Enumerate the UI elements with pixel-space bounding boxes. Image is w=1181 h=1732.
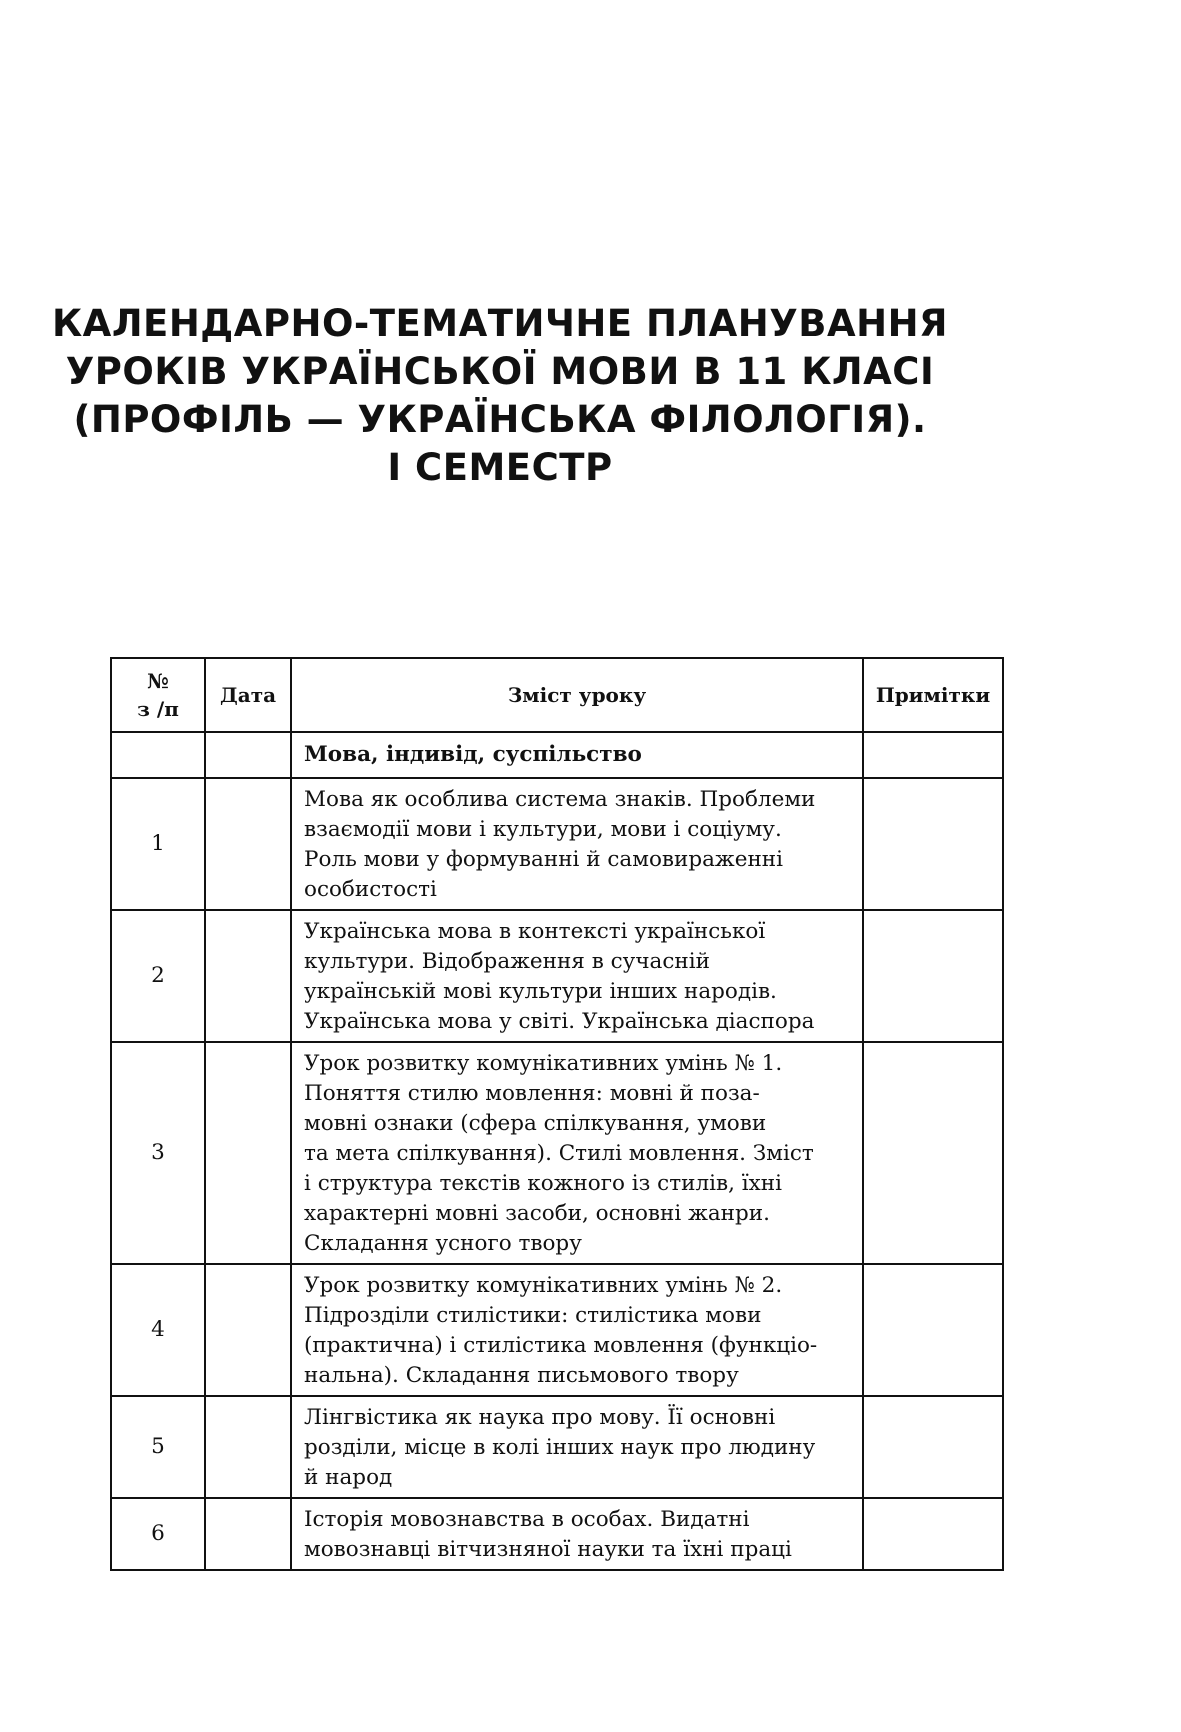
content-line: характерні мовні засоби, основні жанри.	[304, 1201, 770, 1226]
header-notes: Примітки	[863, 658, 1003, 732]
table-row	[111, 910, 1003, 1042]
lesson-content	[291, 1042, 863, 1264]
content-line: взаємодії мови і культури, мови і соціуму.	[304, 817, 782, 842]
lesson-date	[205, 1264, 291, 1396]
lesson-content	[291, 910, 863, 1042]
lesson-date	[205, 1396, 291, 1498]
lesson-content	[291, 1498, 863, 1570]
lesson-content	[291, 1396, 863, 1498]
section-row	[111, 732, 1003, 778]
table-row	[111, 1042, 1003, 1264]
content-line: Українська мова в контексті української	[304, 919, 766, 944]
table-row	[111, 1264, 1003, 1396]
lesson-number: 5	[111, 1396, 205, 1498]
content-line: Підрозділи стилістики: стилістика мови	[304, 1303, 762, 1328]
lesson-notes	[863, 1396, 1003, 1498]
content-line: і структура текстів кожного із стилів, їхні	[304, 1171, 782, 1196]
content-line: Урок розвитку комунікативних умінь № 2.	[304, 1273, 783, 1298]
lesson-notes	[863, 1042, 1003, 1264]
lesson-notes	[863, 1264, 1003, 1396]
content-line: Історія мовознавства в особах. Видатні	[304, 1507, 750, 1532]
content-line: Лінгвістика як наука про мову. Її основні	[304, 1405, 776, 1430]
content-line: Українська мова у світі. Українська діаспора	[304, 1009, 815, 1034]
content-line: Поняття стилю мовлення: мовні й поза-	[304, 1081, 760, 1106]
content-line: Мова як особлива система знаків. Проблеми	[304, 787, 816, 812]
content-line: українській мові культури інших народів.	[304, 979, 777, 1004]
title-line: І СЕМЕСТР	[387, 446, 613, 489]
content-line: мовознавці вітчизняної науки та їхні праці	[304, 1537, 792, 1562]
header-number-symbol: №	[147, 669, 169, 693]
title-line: УРОКІВ УКРАЇНСЬКОЇ МОВИ В 11 КЛАСІ	[65, 350, 935, 393]
table-row	[111, 1396, 1003, 1498]
content-line: нальна). Складання письмового твору	[304, 1363, 739, 1388]
lesson-number: 4	[111, 1264, 205, 1396]
title-line: (ПРОФІЛЬ — УКРАЇНСЬКА ФІЛОЛОГІЯ).	[73, 398, 927, 441]
lesson-notes	[863, 778, 1003, 910]
content-line: (практична) і стилістика мовлення (функціо-	[304, 1333, 818, 1358]
section-date-cell	[205, 732, 291, 778]
lesson-number: 6	[111, 1498, 205, 1570]
page-title	[0, 300, 1000, 492]
lesson-date	[205, 1042, 291, 1264]
content-line: Урок розвитку комунікативних умінь № 1.	[304, 1051, 783, 1076]
section-title: Мова, індивід, суспільство	[291, 732, 863, 778]
content-line: культури. Відображення в сучасній	[304, 949, 710, 974]
content-line: Складання усного твору	[304, 1231, 582, 1256]
header-date: Дата	[205, 658, 291, 732]
content-line: розділи, місце в колі інших наук про людину	[304, 1435, 816, 1460]
lesson-number: 1	[111, 778, 205, 910]
lesson-date	[205, 910, 291, 1042]
lesson-number: 3	[111, 1042, 205, 1264]
content-line: й народ	[304, 1465, 393, 1490]
lesson-notes	[863, 910, 1003, 1042]
content-line: Роль мови у формуванні й самовираженні	[304, 847, 783, 872]
content-line: та мета спілкування). Стилі мовлення. Зміст	[304, 1141, 814, 1166]
header-number-label: з /п	[137, 697, 179, 721]
section-notes-cell	[863, 732, 1003, 778]
lesson-date	[205, 1498, 291, 1570]
table-header-row	[111, 658, 1003, 732]
lesson-notes	[863, 1498, 1003, 1570]
table-row	[111, 778, 1003, 910]
title-line: КАЛЕНДАРНО-ТЕМАТИЧНЕ ПЛАНУВАННЯ	[51, 302, 949, 345]
table-row	[111, 1498, 1003, 1570]
lesson-content	[291, 778, 863, 910]
header-number	[111, 658, 205, 732]
content-line: особистості	[304, 877, 437, 902]
lesson-date	[205, 778, 291, 910]
section-num-cell	[111, 732, 205, 778]
lesson-number: 2	[111, 910, 205, 1042]
content-line: мовні ознаки (сфера спілкування, умови	[304, 1111, 767, 1136]
plan-table	[110, 657, 1004, 1571]
header-content: Зміст уроку	[291, 658, 863, 732]
lesson-content	[291, 1264, 863, 1396]
